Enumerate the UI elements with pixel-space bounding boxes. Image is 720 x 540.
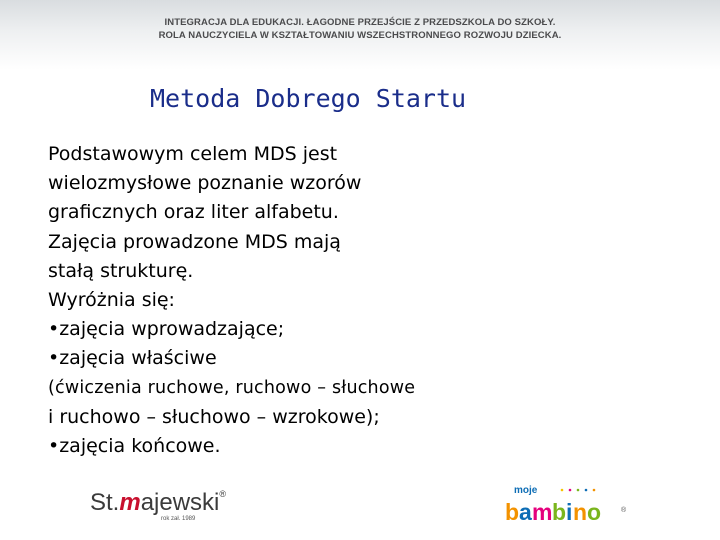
logo-letter: b [505, 499, 520, 525]
logo-dot [561, 489, 564, 492]
logo-dot [593, 489, 596, 492]
logo-name: ajewski [140, 489, 220, 516]
body-line: stałą strukturę. [48, 259, 194, 282]
bambino-logo [500, 478, 632, 528]
slide-body [48, 140, 518, 461]
registered-mark: ® [621, 507, 627, 514]
majewski-logo [90, 489, 226, 517]
body-line: graficznych oraz liter alfabetu. [48, 201, 339, 224]
logo-letter: i [566, 499, 573, 525]
body-line: Zajęcia prowadzone MDS mają [48, 230, 341, 253]
registered-mark: ® [219, 489, 227, 499]
body-line: wielozmysłowe poznanie wzorów [48, 172, 362, 195]
body-line: i ruchowo – słuchowo – wzrokowe); [48, 405, 380, 428]
logo-tagline: rok zał. 1989 [161, 516, 196, 522]
logo-dot [569, 489, 572, 492]
bullet-item: •zajęcia końcowe. [48, 435, 221, 458]
logo-main-text [505, 499, 601, 525]
slide-title: Metoda Dobrego Startu [150, 84, 467, 113]
logo-letter: n [573, 499, 588, 525]
logo-initial: m [119, 489, 141, 516]
bullet-item: •zajęcia właściwe [48, 347, 217, 370]
logo-dot [577, 489, 580, 492]
header-line-2: ROLA NAUCZYCIELA W KSZTAŁTOWANIU WSZECHSTRONNEGO ROZWOJU DZIECKA. [158, 30, 562, 41]
logo-letter: b [552, 499, 567, 525]
logo-letter: a [519, 499, 532, 525]
logo-small-text: moje [514, 485, 538, 496]
body-line: (ćwiczenia ruchowe, ruchowo – słuchowe [48, 377, 416, 398]
body-line: Wyróżnia się: [48, 289, 175, 312]
logo-letter: o [587, 499, 602, 525]
header-line-1: INTEGRACJA DLA EDUKACJI. ŁAGODNE PRZEJŚCIE Z PRZEDSZKOLA DO SZKOŁY. [164, 17, 556, 28]
body-line: Podstawowym celem MDS jest [48, 143, 338, 165]
logo-dot [585, 489, 588, 492]
logo-prefix: St. [90, 489, 120, 516]
logo-letter: m [532, 499, 553, 525]
bullet-item: •zajęcia wprowadzające; [48, 318, 285, 341]
